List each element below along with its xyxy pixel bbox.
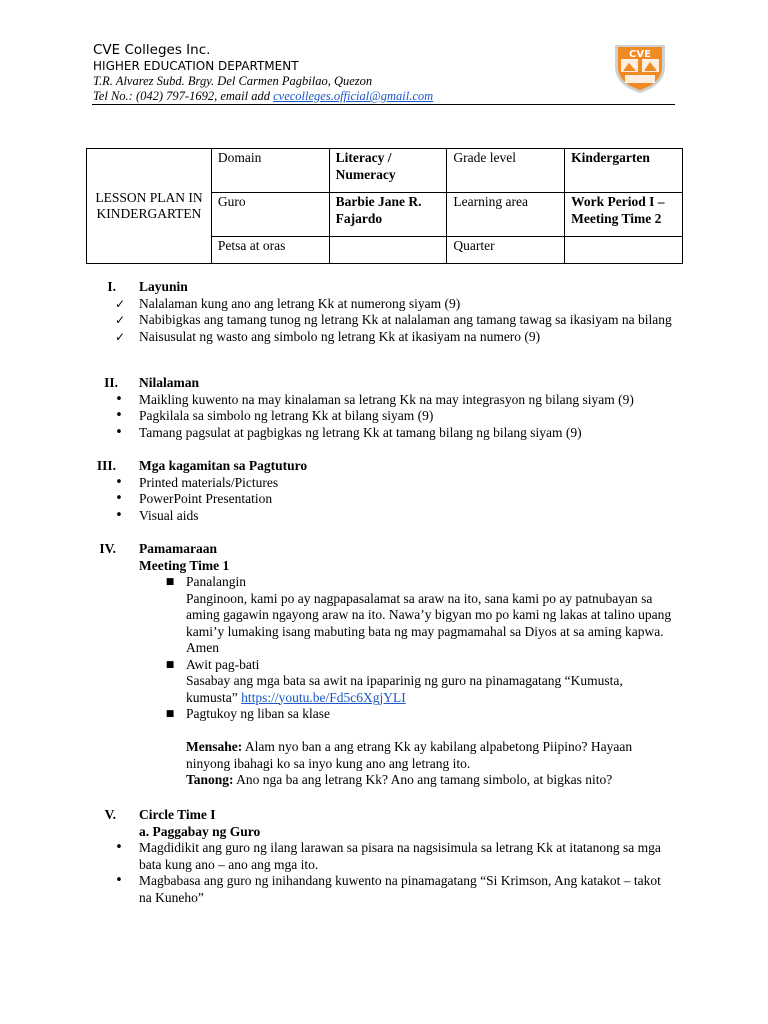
list-item: • Visual aids (0, 508, 768, 525)
section-pamamaraan (0, 541, 768, 789)
bullet-icon: • (115, 391, 123, 407)
checkmark-icon: ✓ (114, 296, 126, 311)
bullet-icon: • (115, 408, 123, 423)
letterhead (93, 42, 613, 104)
list-item: ■ Panalangin (0, 574, 768, 591)
section-title: Circle Time I (139, 807, 216, 822)
section-title: Pamamaraan (139, 541, 217, 556)
petsa-value (329, 237, 447, 264)
list-item: ✓ Naisusulat ng wasto ang simbolo ng letrang Kk at ikasiyam na numero (9) (114, 328, 541, 344)
logo-text: CVE (629, 49, 651, 60)
contact-line (93, 89, 613, 104)
meeting-time-heading: Meeting Time 1 (139, 557, 230, 573)
list-item: • Magdidikit ang guro ng ilang larawan sa pisara na nagsisimula sa letrang Kk at itatanong sa mga bata kung ano – ano ang mga ito. (0, 840, 768, 873)
section-nilalaman (0, 375, 768, 441)
panalangin-text: Panginoon, kami po ay nagpapasalamat sa araw na ito, sana kami po ay patnubayan sa aming gagawin ngayong araw na ito. Nawa’y bigyan mo po kami ng lakas at talino upang kami’y lumaking isang mabuting bata ng may pagmamahal sa Diyos at sa aming kapwa. Amen (186, 590, 672, 655)
guro-value: Barbie Jane R. Fajardo (329, 193, 447, 237)
bullet-icon: • (115, 840, 123, 855)
grade-level-value: Kindergarten (565, 149, 683, 193)
section-title: Layunin (139, 279, 188, 294)
list-item: ✓ Nabibigkas ang tamang tunog ng letrang Kk at nalalaman ang tamang tawag sa ikasiyam na bilang (114, 312, 672, 327)
bullet-icon: • (115, 507, 123, 523)
section-numeral: III. (96, 458, 116, 473)
email-link[interactable]: cvecolleges.official@gmail.com (273, 89, 434, 103)
domain-label: Domain (211, 149, 329, 193)
section-layunin (0, 279, 768, 345)
section-numeral: I. (107, 279, 116, 294)
department-name: HIGHER EDUCATION DEPARTMENT (93, 59, 299, 73)
list-item: • Pagkilala sa simbolo ng letrang Kk at bilang siyam (9) (0, 408, 768, 425)
list-item: ■ Awit pag-bati (0, 657, 768, 674)
company-name: CVE Colleges Inc. (93, 42, 211, 58)
domain-value: Literacy / Numeracy (329, 149, 447, 193)
checkmark-icon: ✓ (114, 329, 126, 344)
section-title: Mga kagamitan sa Pagtuturo (139, 458, 308, 473)
list-item: • Printed materials/Pictures (0, 475, 768, 492)
bullet-icon: • (115, 424, 123, 440)
quarter-label: Quarter (447, 237, 565, 264)
telephone-text: Tel No.: (042) 797-1692, email add (93, 89, 274, 103)
section-numeral: II. (104, 375, 118, 390)
section-numeral: V. (104, 807, 116, 822)
petsa-label: Petsa at oras (211, 237, 329, 264)
bullet-icon: • (115, 491, 123, 506)
awit-text: Sasabay ang mga bata sa awit na ipaparinig ng guro na pinamagatang “Kumusta, kumusta” https://youtu.be/Fd5c6XgjYLI (186, 673, 623, 705)
bullet-icon: • (115, 873, 123, 888)
section-kagamitan (0, 458, 768, 524)
section-circle-time (0, 807, 768, 906)
list-item: • Magbabasa ang guro ng inihandang kuwento na pinamagatang “Si Krimson, Ang katakot – takot na Kuneho” (0, 873, 768, 906)
section-title: Nilalaman (139, 375, 200, 390)
guro-label: Guro (211, 193, 329, 237)
address-line: T.R. Alvarez Subd. Brgy. Del Carmen Pagbilao, Quezon (93, 74, 373, 88)
section-numeral: IV. (99, 541, 116, 556)
list-item: ✓ Nalalaman kung ano ang letrang Kk at numerong siyam (9) (114, 295, 461, 311)
grade-level-label: Grade level (447, 149, 565, 193)
bullet-icon: • (115, 474, 123, 490)
header-divider (92, 104, 675, 105)
tanong-paragraph: Tanong: Ano nga ba ang letrang Kk? Ano ang tamang simbolo, at bigkas nito? (186, 772, 613, 787)
list-item: • Tamang pagsulat at pagbigkas ng letrang Kk at tamang bilang ng bilang siyam (9) (0, 425, 768, 442)
lesson-plan-title: LESSON PLAN IN KINDERGARTEN (87, 149, 212, 264)
learning-area-value: Work Period I – Meeting Time 2 (565, 193, 683, 237)
lesson-plan-table (86, 148, 683, 264)
quarter-value (565, 237, 683, 264)
learning-area-label: Learning area (447, 193, 565, 237)
checkmark-icon: ✓ (114, 313, 126, 327)
youtube-link[interactable]: https://youtu.be/Fd5c6XgjYLI (241, 689, 406, 705)
list-item: • Maikling kuwento na may kinalaman sa letrang Kk na may integrasyon ng bilang siyam (9) (0, 392, 768, 409)
list-item: ■ Pagtukoy ng liban sa klase (0, 706, 768, 723)
paggabay-heading: a. Paggabay ng Guro (139, 823, 261, 839)
college-logo-icon (611, 41, 669, 95)
square-bullet-icon: ■ (165, 659, 175, 670)
list-item: • PowerPoint Presentation (0, 491, 768, 508)
mensahe-paragraph: Mensahe: Alam nyo ban a ang etrang Kk ay kabilang alpabetong Piipino? Hayaan ninyong ibahagi ko sa inyo kung ano ang letrang ito. (186, 739, 633, 771)
square-bullet-icon: ■ (165, 709, 175, 719)
square-bullet-icon: ■ (165, 577, 175, 587)
